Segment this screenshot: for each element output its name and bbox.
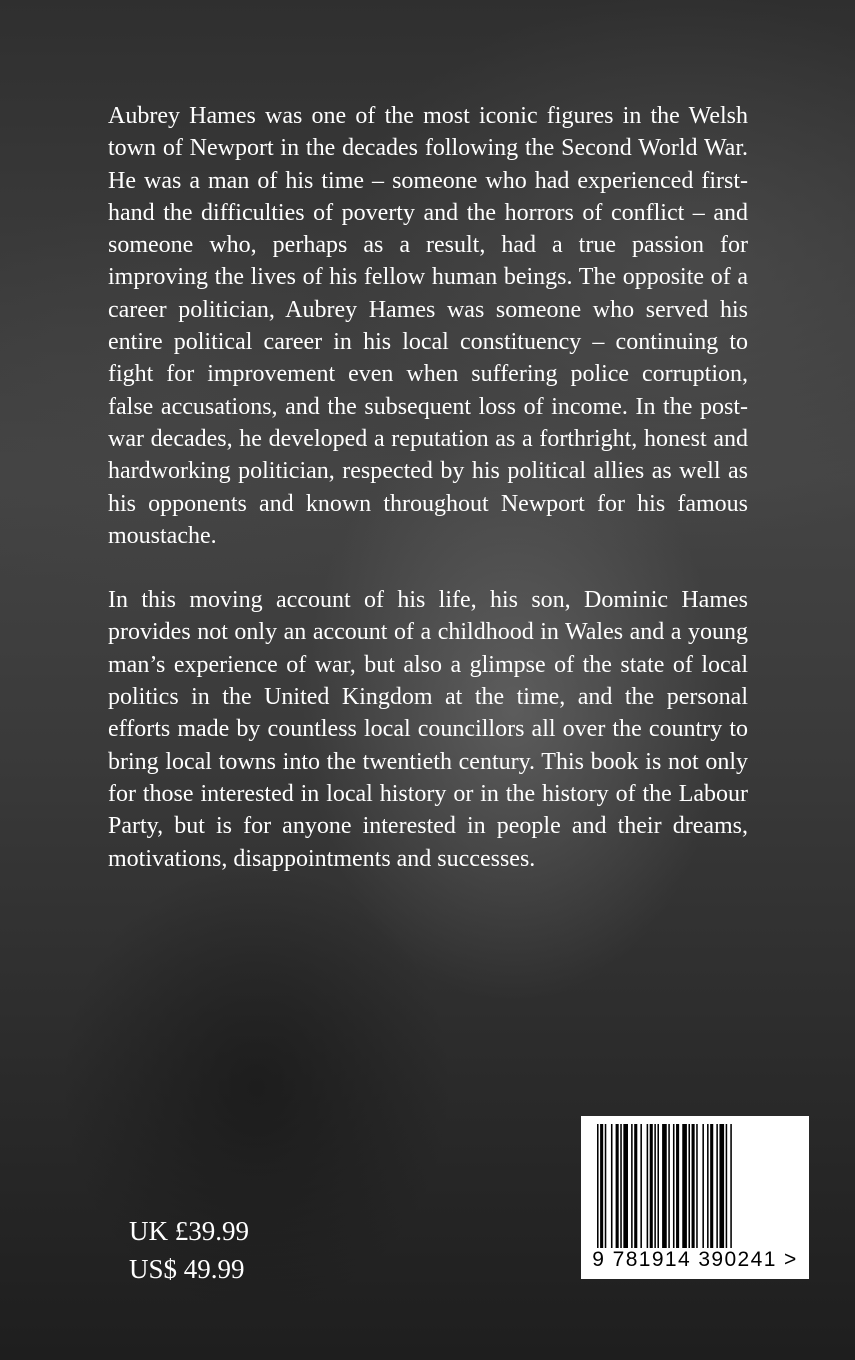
barcode-bar: [662, 1124, 667, 1248]
barcode-bar: [600, 1124, 603, 1248]
barcode-bar: [605, 1124, 607, 1248]
barcode-bars: [595, 1124, 795, 1248]
blurb-paragraph-1: Aubrey Hames was one of the most iconic figures in the Welsh town of Newport in the decades following the Second World War. He was a man of his time – someone who had experienced first-hand the difficulties of poverty and the horrors of conflict – and someone who, perhaps as a result, had a true passion for improving the lives of his fellow human beings. The opposite of a career politician, Aubrey Hames was someone who served his entire political career in his local constituency – continuing to fight for improvement even when suffering police corruption, false accusations, and the subsequent loss of income. In the post-war decades, he developed a reputation as a forthright, honest and hardworking politician, respected by his political allies as well as his opponents and known throughout Newport for his famous moustache.: [108, 103, 748, 549]
barcode-bar: [634, 1124, 637, 1248]
barcode-bar: [702, 1124, 704, 1248]
barcode-bar: [673, 1124, 675, 1248]
barcode-bar: [650, 1124, 653, 1248]
barcode-bar: [730, 1124, 732, 1248]
blurb-paragraph-2: In this moving account of his life, his son, Dominic Hames provides not only an account of a childhood in Wales and a young man’s experience of war, but also a glimpse of the state of local politics in the United Kingdom at the time, and the personal efforts made by countless local councillors all over the country to bring local towns into the twentieth century. This book is not only for those interested in local history or in the history of the Labour Party, but is for anyone interested in people and their dreams, motivations, disappointments and successes.: [108, 587, 748, 872]
barcode-bar: [640, 1124, 642, 1248]
barcode-bar: [623, 1124, 628, 1248]
barcode-bar: [682, 1124, 687, 1248]
barcode-bar: [611, 1124, 613, 1248]
barcode-bar: [716, 1124, 718, 1248]
price-us: US$ 49.99: [129, 1254, 245, 1284]
barcode-bar: [647, 1124, 649, 1248]
barcode-bar: [631, 1124, 633, 1248]
price-uk: UK £39.99: [129, 1216, 249, 1246]
barcode-bar: [616, 1124, 619, 1248]
isbn-number: 9 781914 390241 >: [592, 1248, 798, 1271]
barcode-bar: [692, 1124, 695, 1248]
blurb-text: [108, 100, 748, 875]
barcode-bar: [726, 1124, 728, 1248]
barcode-bar: [620, 1124, 622, 1248]
barcode-bar: [676, 1124, 679, 1248]
barcode-bar: [710, 1124, 713, 1248]
barcode-bar: [654, 1124, 656, 1248]
price-block: [129, 1212, 249, 1288]
barcode-bar: [668, 1124, 670, 1248]
barcode-bar: [657, 1124, 659, 1248]
barcode-bar: [707, 1124, 709, 1248]
barcode-bar: [696, 1124, 698, 1248]
isbn-barcode: [581, 1116, 809, 1279]
barcode-bar: [597, 1124, 599, 1248]
barcode-bar: [688, 1124, 690, 1248]
barcode-bar: [719, 1124, 724, 1248]
